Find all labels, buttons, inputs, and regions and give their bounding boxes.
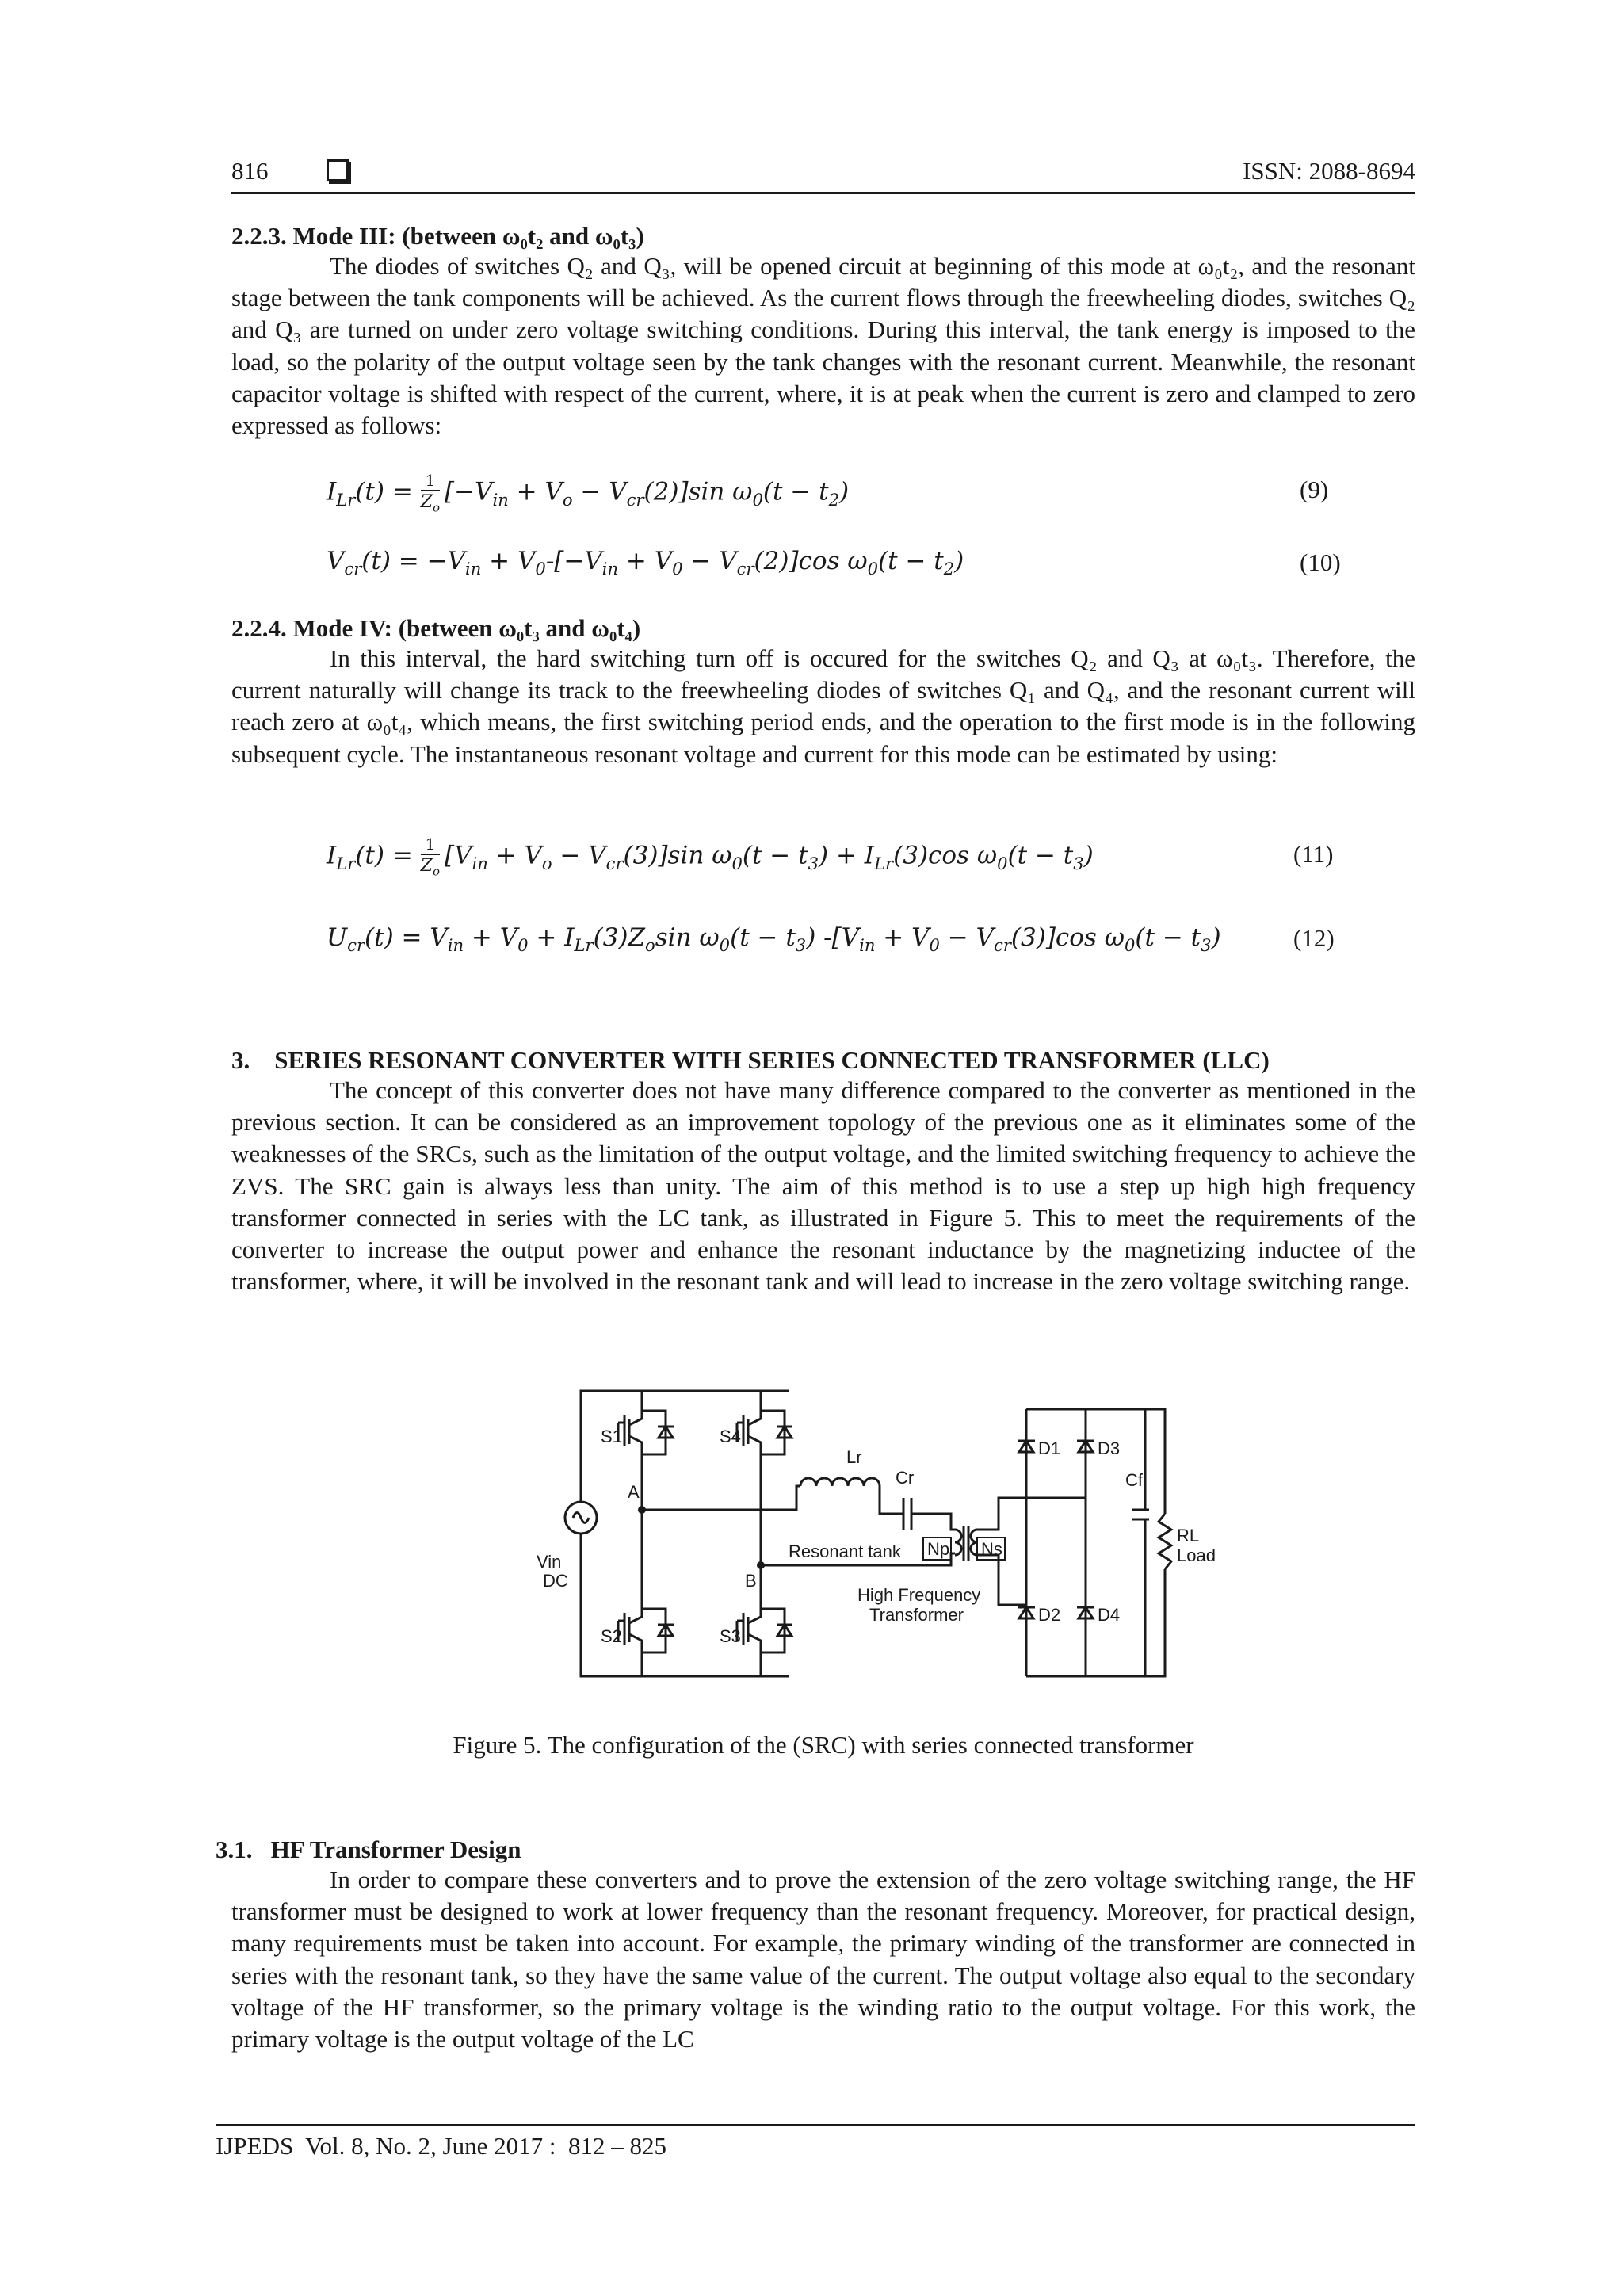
paragraph-hf-transformer-design: In order to compare these converters and to prove the extension of the zero voltage switching range, the HF transformer must be designed to work at lower frequency than the resonant frequency. Moreover, for practical design, many requirements must be taken into account. For example, the primary winding of the transformer are connected in series with the resonant tank, so they have the same value of the current. The output voltage also equal to the secondary voltage of the HF transformer, so the primary voltage is the winding ratio to the output voltage. For this work, the primary voltage is the output voltage of the LC	[231, 1866, 1415, 2053]
resonant-tank-label: Resonant tank	[789, 1541, 901, 1561]
switch-s4	[737, 1411, 792, 1454]
load-label: Load	[1177, 1545, 1216, 1565]
equation-11: $I_{Lr}(t)$ = $\frac{1}{Z_o}$ $[V_{in} + V_o - V_{cr}(3)]\sin$ $\omega_0(t - t_3) + I_{Lr}(3)\cos$ $\omega_0(t - t_3)$	[327, 835, 1094, 879]
section-heading-2-2-4: 2.2.4. Mode IV: (between ω₀t₃ and ω₀t₄)	[231, 614, 641, 642]
issn: ISSN: 2088-8694	[1243, 157, 1415, 185]
load-resistor	[1141, 1395, 1228, 1696]
hf-transformer-label-2: Transformer	[869, 1605, 964, 1625]
ns-label: Ns	[981, 1539, 1002, 1559]
paragraph-mode-iii: The diodes of switches Q₂ and Q₃, will be opened circuit at beginning of this mode at ω₀t₂, and the resonant stage between the tank components will be achieved. As the current flows through the freewheeling diodes, switches Q₂ and Q₃ are turned on under zero voltage switching conditions. During this interval, the tank energy is imposed to the load, so the polarity of the output voltage seen by the tank changes with the resonant current. Meanwhile, the resonant capacitor voltage is shifted with respect of the current, where, it is at peak when the current is zero and clamped to zero expressed as follows:	[231, 252, 1415, 440]
page-number: 816	[231, 157, 269, 185]
switch-s2	[618, 1609, 674, 1656]
section-heading-3-1: 3.1. HF Transformer Design	[216, 1836, 521, 1863]
node-a-label: A	[628, 1482, 640, 1502]
s4-label: S4	[720, 1427, 741, 1446]
s2-label: S2	[601, 1626, 622, 1646]
equation-10: $V_{cr}(t) = -V_{in} + V_0-[-V_{in} + V_0 - V_{cr}(2)]\cos$ $\omega_0(t - t_2)$	[327, 547, 964, 579]
header-rule	[231, 192, 1415, 194]
footer-rule	[216, 2124, 1415, 2126]
d1-label: D1	[1038, 1438, 1061, 1458]
cr-label: Cr	[896, 1468, 915, 1488]
figure-5-circuit-diagram	[523, 1379, 1149, 1696]
equation-number-10: (10)	[1300, 548, 1341, 576]
switch-s3	[737, 1609, 792, 1656]
header-box-icon	[327, 159, 349, 181]
equation-12: $U_{cr}(t) = V_{in} + V_0 + I_{Lr}(3)Z_o\sin$ $\omega_0(t - t_3) -[V_{in} + V_0 - V_{cr}(3)]\cos$ $\omega_0(t - t_3)$	[327, 923, 1221, 956]
dc-label: DC	[543, 1571, 568, 1591]
transformer-secondary	[971, 1530, 977, 1555]
hf-transformer-label-1: High Frequency	[857, 1585, 981, 1605]
s3-label: S3	[720, 1626, 741, 1646]
cf-label: Cf	[1125, 1470, 1143, 1490]
paragraph-mode-iv: In this interval, the hard switching turn off is occured for the switches Q₂ and Q₃ at ω₀t₃. Therefore, the current naturally will change its track to the freewheeling diodes of switches Q₁ and Q₄, and the resonant current will reach zero at ω₀t₄, which means, the first switching period ends, and the operation to the first mode is in the following subsequent cycle. The instantaneous resonant voltage and current for this mode can be estimated by using:	[231, 644, 1415, 768]
section-heading-2-2-3: 2.2.3. Mode III: (between ω₀t₂ and ω₀t₃)	[231, 222, 644, 250]
lr-label: Lr	[846, 1447, 862, 1467]
d2-label: D2	[1038, 1605, 1061, 1625]
equation-number-12: (12)	[1293, 924, 1335, 952]
s1-label: S1	[601, 1427, 622, 1446]
node-b-label: B	[745, 1571, 757, 1591]
switch-s1	[618, 1411, 674, 1454]
figure-5-caption: Figure 5. The configuration of the (SRC) with series connected transformer	[453, 1731, 1194, 1759]
equation-number-9: (9)	[1300, 476, 1329, 503]
paragraph-section-3: The concept of this converter does not have many difference compared to the converter as mentioned in the previous section. It can be considered as an improvement topology of the previous one as it eliminates some of the weaknesses of the SRCs, such as the limitation of the output voltage, and the limited switching frequency to achieve the ZVS. The SRC gain is always less than unity. The aim of this method is to use a step up high high frequency transformer connected in series with the LC tank, as illustrated in Figure 5. This to meet the requirements of the converter to increase the output power and enhance the resonant inductance by the magnetizing inductee of the transformer, where, it will be involved in the resonant tank and will lead to increase in the zero voltage switching range.	[231, 1076, 1415, 1296]
section-heading-3: 3. SERIES RESONANT CONVERTER WITH SERIES CONNECTED TRANSFORMER (LLC)	[231, 1046, 1270, 1074]
vin-label: Vin	[537, 1552, 562, 1572]
d3-label: D3	[1098, 1438, 1121, 1458]
d4-label: D4	[1098, 1605, 1121, 1625]
inductor-lr	[800, 1478, 880, 1486]
equation-number-11: (11)	[1293, 840, 1334, 868]
rl-label: RL	[1177, 1526, 1200, 1545]
footer-citation: IJPEDS Vol. 8, No. 2, June 2017 : 812 – 825	[216, 2132, 666, 2160]
np-label: Np	[927, 1539, 950, 1559]
equation-9: $I_{Lr}(t)$ = $\frac{1}{Z_o}$ $[-V_{in} + V_o - V_{cr}(2)]\sin$ $\omega_0(t - t_2)$	[327, 471, 850, 515]
transformer-primary	[955, 1530, 961, 1555]
